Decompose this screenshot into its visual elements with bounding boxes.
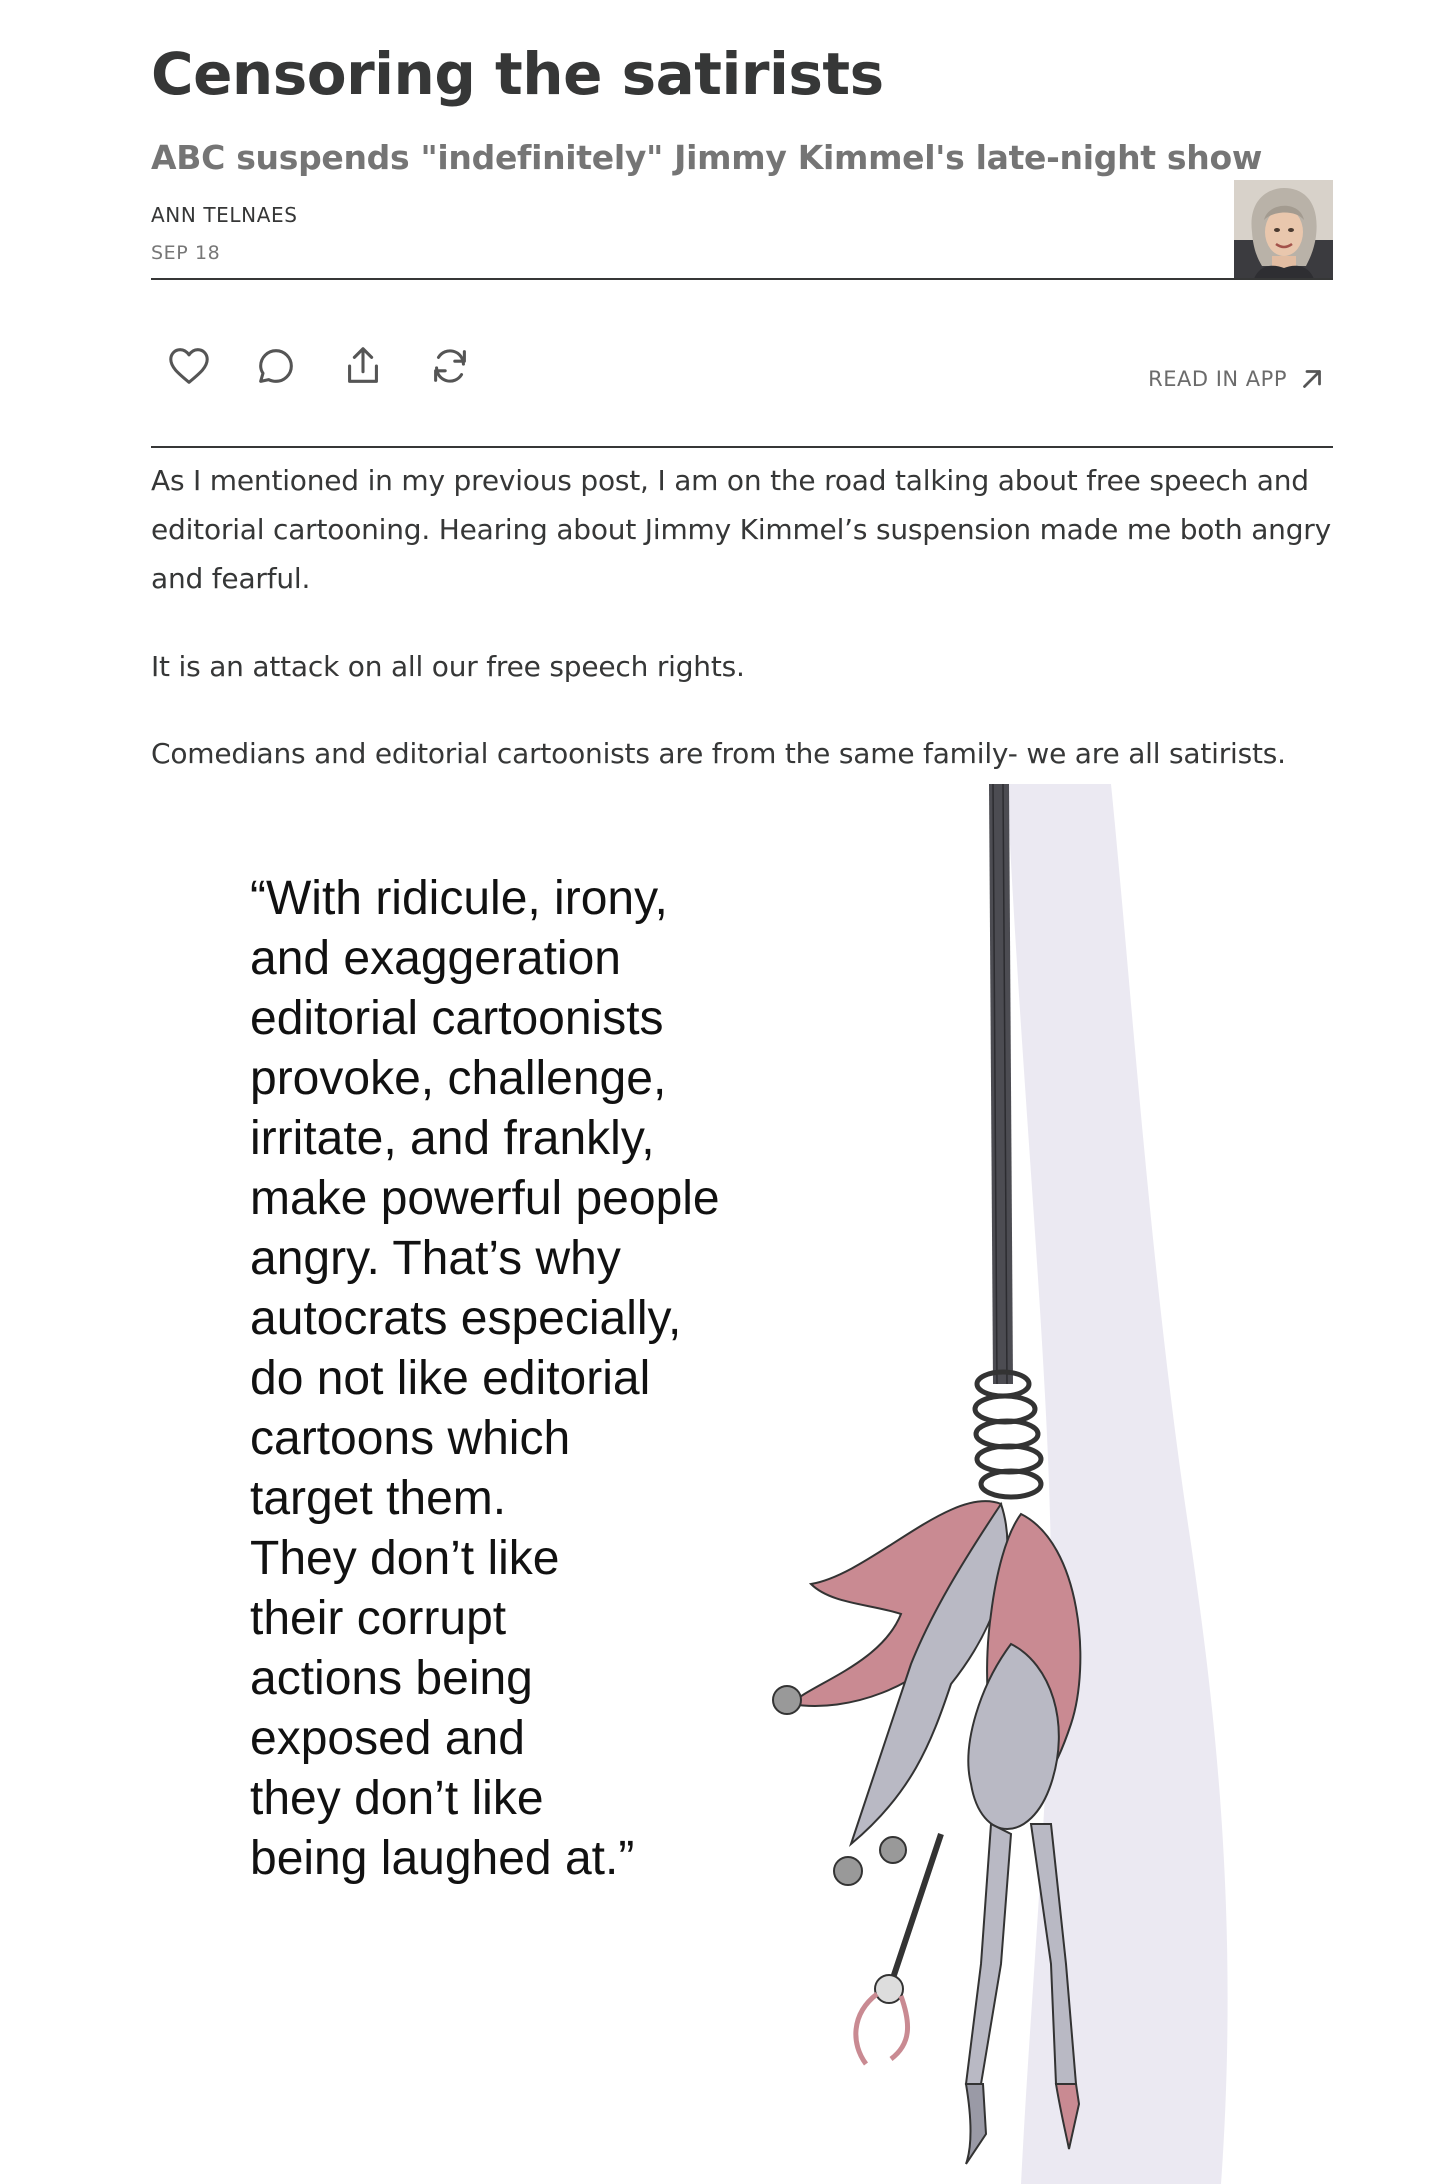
author-name[interactable]: ANN TELNAES — [151, 203, 298, 227]
comment-icon — [253, 343, 299, 389]
body-paragraph: It is an attack on all our free speech rights. — [151, 650, 745, 683]
header-divider — [151, 278, 1333, 280]
author-photo — [1234, 180, 1333, 279]
actions-divider — [151, 446, 1333, 448]
share-icon — [340, 343, 386, 389]
read-in-app-link[interactable] — [1148, 364, 1327, 394]
body-paragraph: Comedians and editorial cartoonists are from the same family- we are all satirists. — [151, 737, 1286, 770]
heart-icon — [166, 343, 212, 389]
restack-button[interactable] — [424, 338, 476, 394]
arrow-up-right-icon — [1297, 364, 1327, 394]
cartoon-image[interactable] — [151, 784, 1333, 2184]
post-subtitle: ABC suspends "indefinitely" Jimmy Kimmel's late-night show — [151, 138, 1263, 177]
post-date: SEP 18 — [151, 242, 221, 264]
restack-icon — [427, 343, 473, 389]
avatar[interactable] — [1234, 180, 1333, 279]
share-button[interactable] — [337, 338, 389, 394]
cartoon-quote: “With ridicule, irony, and exaggeration editorial cartoonists provoke, challenge, irritate, and frankly, make powerful people angry. That’s why autocrats especially, do not like editorial cartoons which target them. They don’t like their corrupt actions being exposed and they don’t like being laughed at.” — [250, 872, 720, 1885]
comment-button[interactable] — [250, 338, 302, 394]
body-paragraph: As I mentioned in my previous post, I am on the road talking about free speech and editorial cartooning. Hearing about Jimmy Kimmel’s suspension made me both angry and fearful. — [151, 464, 1331, 595]
read-in-app-label: READ IN APP — [1148, 367, 1287, 391]
post-title: Censoring the satirists — [151, 40, 884, 108]
like-button[interactable] — [163, 338, 215, 394]
